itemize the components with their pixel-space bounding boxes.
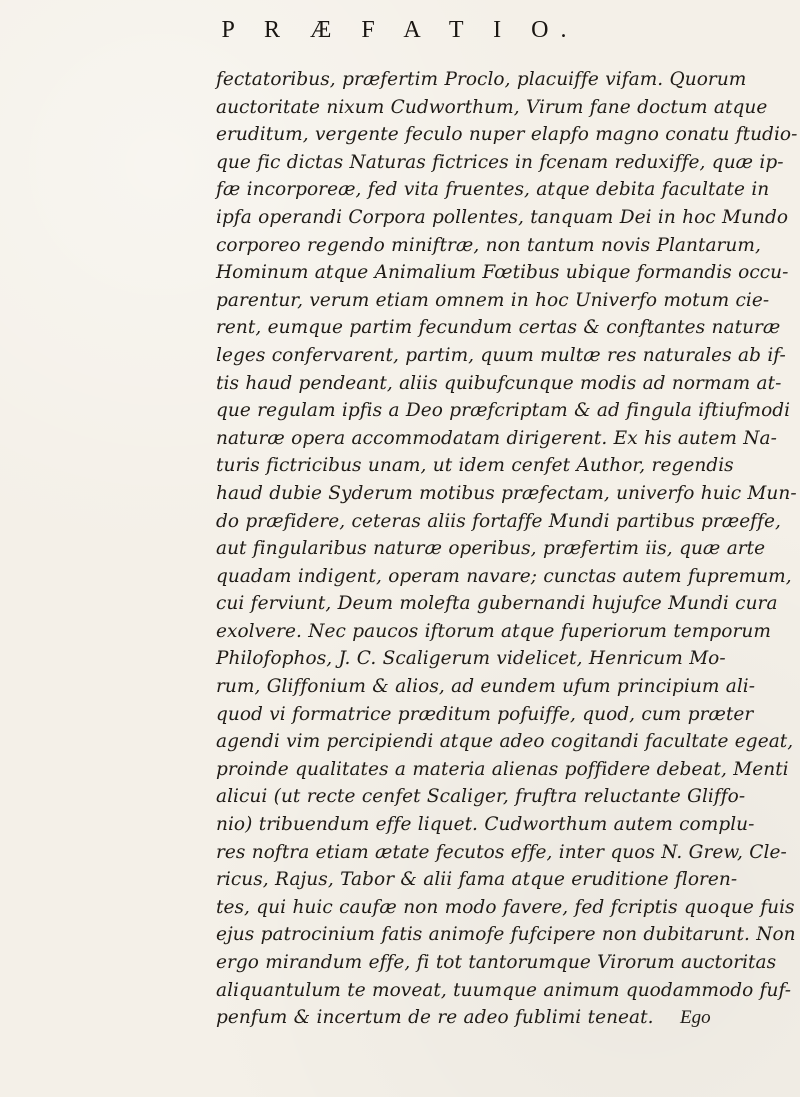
text-line: aliquantulum te moveat, tuumque animum quodammodo fuf- xyxy=(216,979,792,1001)
text-line: parentur, verum etiam omnem in hoc Univerfo motum cie- xyxy=(216,289,770,311)
text-line: que fic dictas Naturas fictrices in fcenam reduxiffe, quæ ip- xyxy=(216,151,784,173)
text-line: fectatoribus, præfertim Proclo, placuiffe vifam. Quorum xyxy=(216,69,747,90)
text-line: tes, qui huic caufæ non modo favere, fed fcriptis quoque fuis xyxy=(216,896,795,918)
text-line: Philofophos, J. C. Scaligerum videlicet, Henricum Mo- xyxy=(216,648,726,670)
text-line: turis fictricibus unam, ut idem cenfet Author, regendis xyxy=(216,455,734,477)
text-line: ipfa operandi Corpora pollentes, tanquam Dei in hoc Mundo xyxy=(216,206,789,228)
text-line: fæ incorporeæ, fed vita fruentes, atque debita facultate in xyxy=(216,179,770,201)
text-line: aut fingularibus naturæ operibus, præfertim iis, quæ arte xyxy=(216,538,766,560)
text-line: penfum & incertum de re adeo fublimi teneat. xyxy=(216,1007,654,1029)
text-line: exolvere. Nec paucos iftorum atque fuperiorum temporum xyxy=(216,620,771,642)
catchword: Ego xyxy=(680,1007,711,1028)
body-text xyxy=(216,66,798,1032)
text-line: ejus patrocinium fatis animofe fufcipere non dubitarunt. Non xyxy=(216,924,796,946)
text-line: nio) tribuendum effe liquet. Cudworthum autem complu- xyxy=(216,814,755,836)
text-line: ergo mirandum effe, fi tot tantorumque Virorum auctoritas xyxy=(216,952,777,973)
text-line: rum, Gliffonium & alios, ad eundem ufum principium ali- xyxy=(216,676,756,698)
text-line: corporeo regendo miniftræ, non tantum novis Plantarum, xyxy=(216,234,761,256)
text-line: ricus, Rajus, Tabor & alii fama atque eruditione floren- xyxy=(216,869,738,891)
text-line: naturæ opera accommodatam dirigerent. Ex his autem Na- xyxy=(216,427,777,449)
text-line: quadam indigent, operam navare; cunctas autem fupremum, xyxy=(216,565,792,587)
text-line: do præfidere, ceteras aliis fortaffe Mundi partibus præeffe, xyxy=(216,510,781,532)
text-line: rent, eumque partim fecundum certas & conftantes naturæ xyxy=(216,317,781,339)
text-line: auctoritate nixum Cudworthum, Virum fane doctum atque xyxy=(216,96,768,118)
text-line: Hominum atque Animalium Fœtibus ubique formandis occu- xyxy=(216,262,789,284)
text-line: que regulam ipfis a Deo præfcriptam & ad fingula iftiufmodi xyxy=(216,400,791,422)
text-line: cui ferviunt, Deum molefta gubernandi hujufce Mundi cura xyxy=(216,593,778,615)
text-line: agendi vim percipiendi atque adeo cogitandi facultate egeat, xyxy=(216,731,794,753)
running-head: P R Æ F A T I O. xyxy=(221,17,579,43)
text-line: proinde qualitates a materia alienas poffidere debeat, Menti xyxy=(216,758,789,780)
text-line: res noftra etiam ætate fecutos effe, inter quos N. Grew, Cle- xyxy=(216,841,787,863)
text-line: haud dubie Syderum motibus præfectam, univerfo huic Mun- xyxy=(216,482,797,504)
text-line: alicui (ut recte cenfet Scaliger, fruftra reluctante Gliffo- xyxy=(216,786,746,808)
text-line: leges confervarent, partim, quum multæ res naturales ab if- xyxy=(216,344,786,366)
text-line: tis haud pendeant, aliis quibufcunque modis ad normam at- xyxy=(216,372,782,394)
text-line: eruditum, vergente feculo nuper elapfo magno conatu ftudio- xyxy=(216,124,798,146)
text-line: quod vi formatrice præditum pofuiffe, quod, cum præter xyxy=(216,703,754,725)
